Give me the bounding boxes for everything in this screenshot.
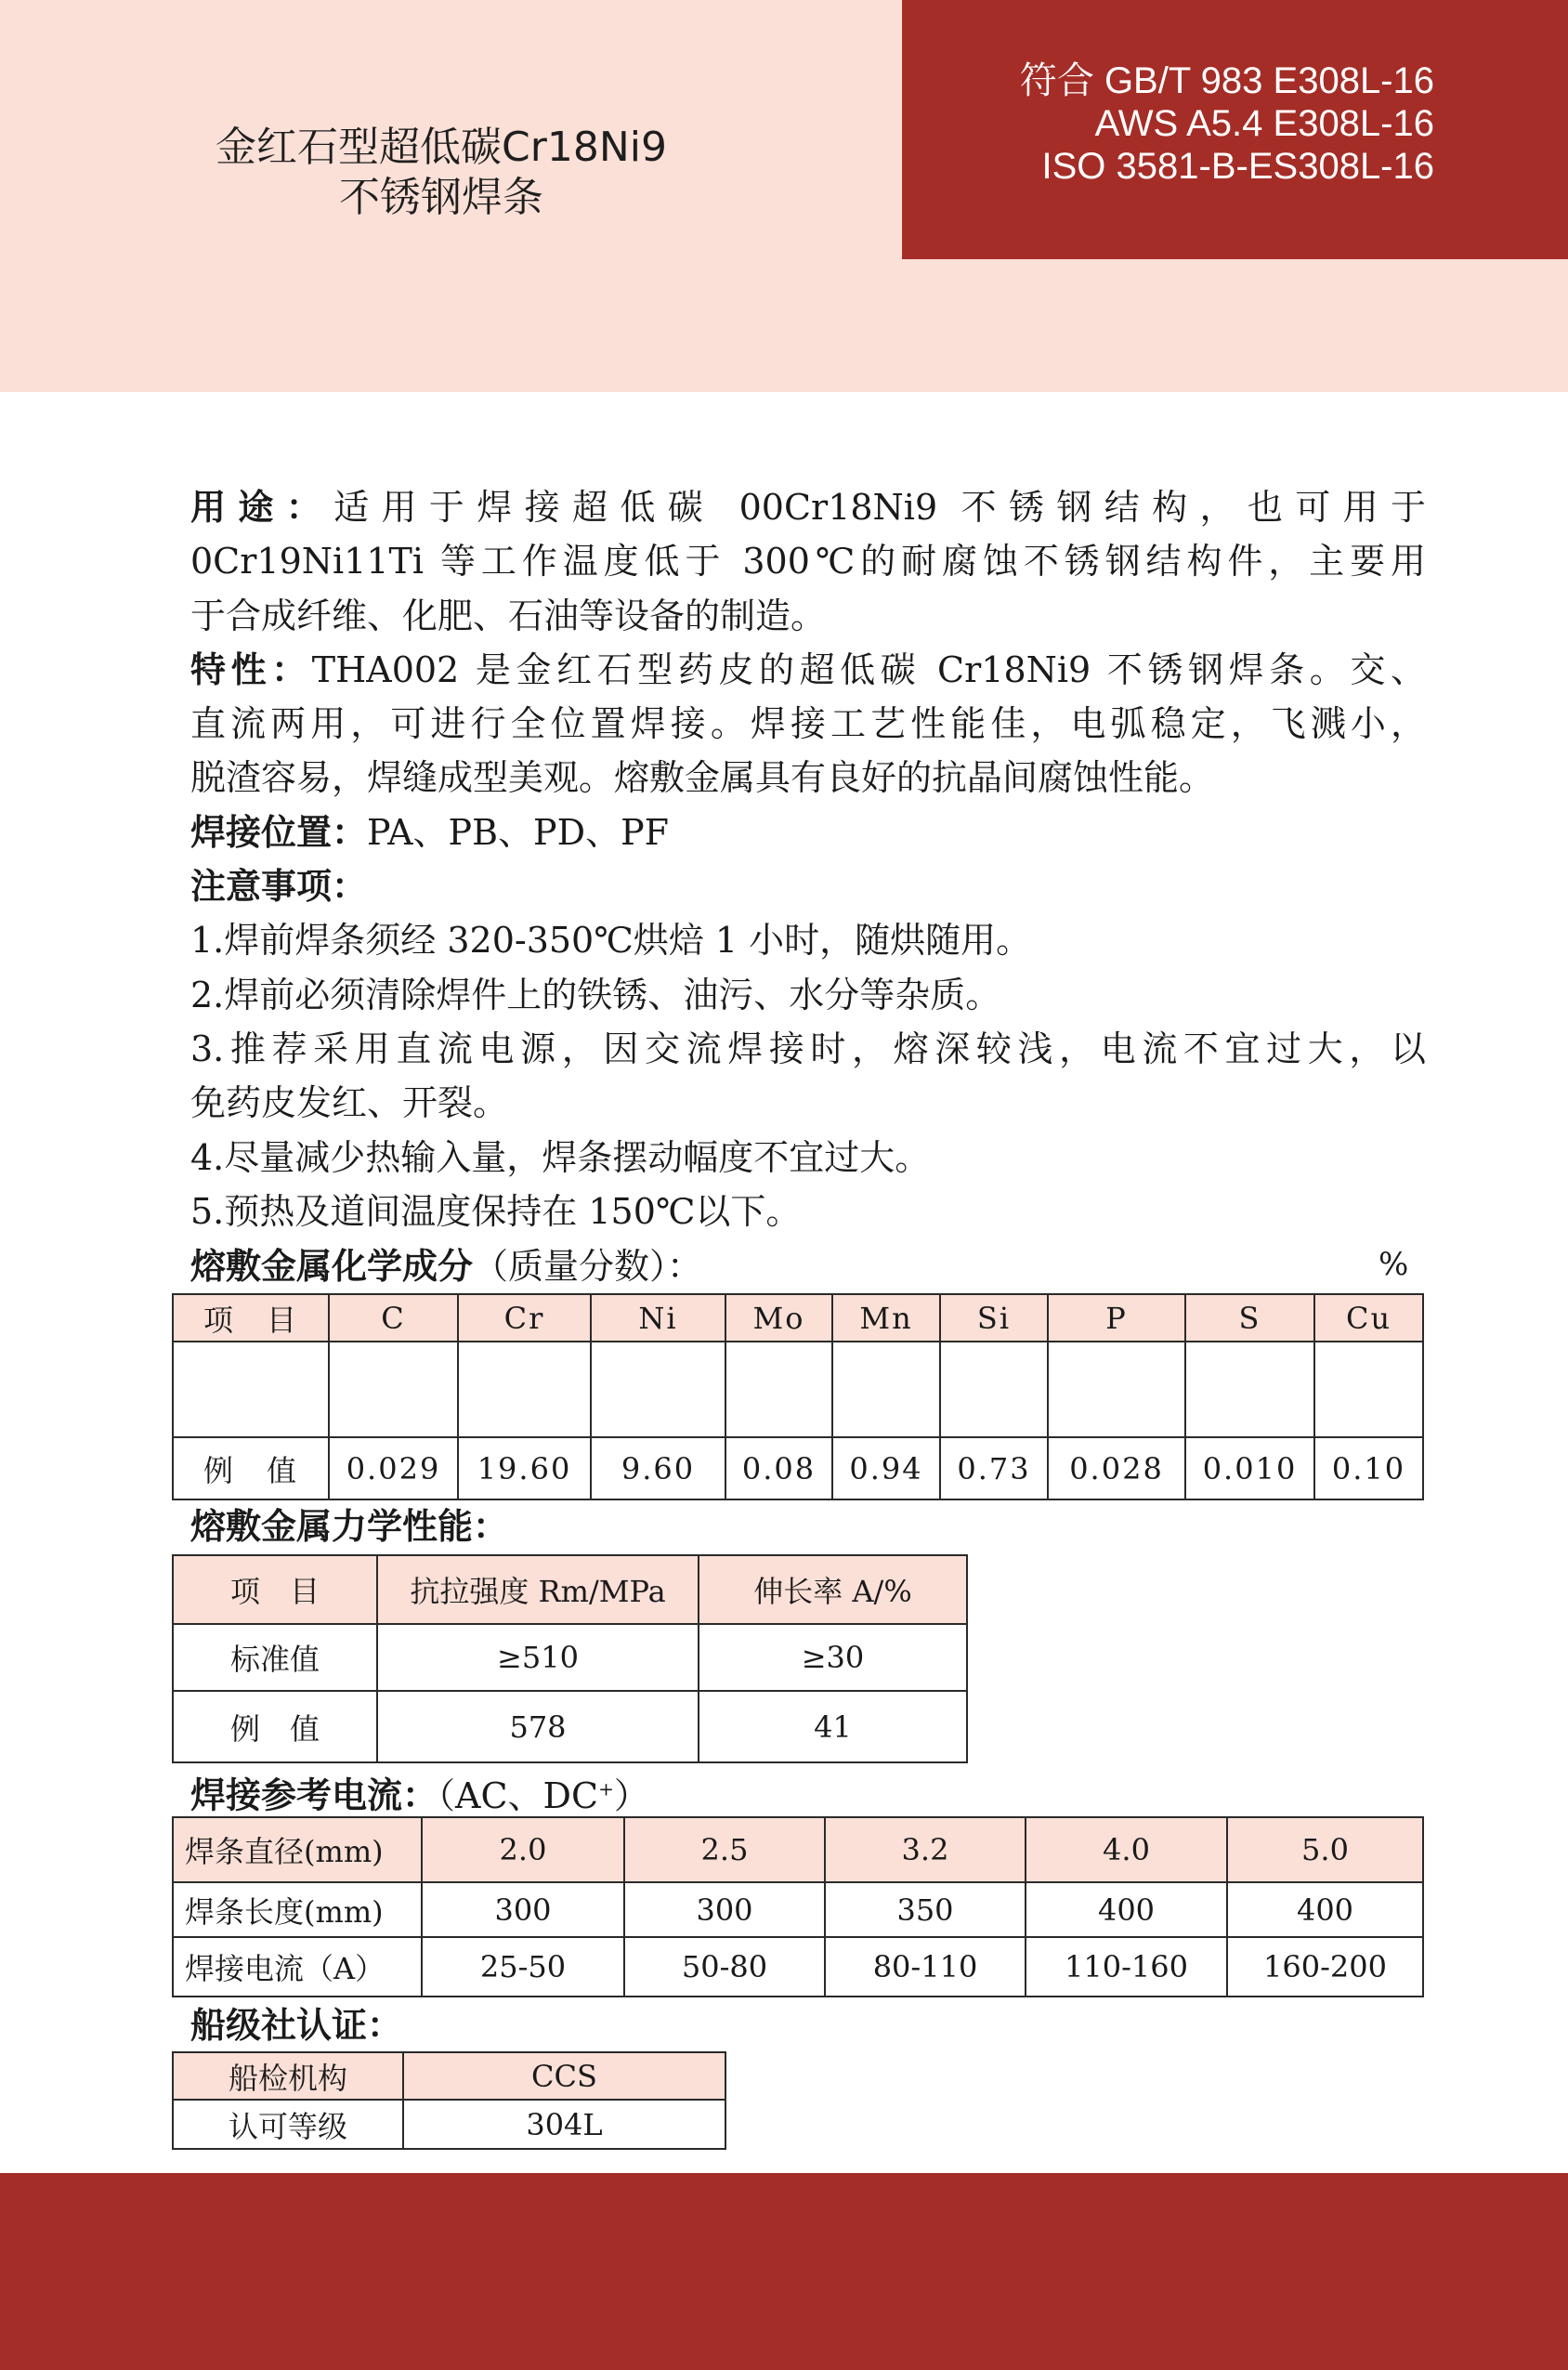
feature-line-2: 直流两用，可进行全位置焊接。焊接工艺性能佳，电弧稳定，飞溅小， — [190, 703, 1426, 745]
current-header-row — [173, 1817, 1423, 1882]
position-label: 焊接位置： — [190, 811, 368, 853]
chemistry-example-row — [173, 1437, 1423, 1499]
cur-length-3: 350 — [825, 1882, 1026, 1937]
note-2: 2.焊前必须清除焊件上的铁锈、油污、水分等杂质。 — [190, 974, 1001, 1015]
note-1: 1.焊前焊条须经 320-350℃烘焙 1 小时，随烘随用。 — [190, 920, 1032, 962]
standard-gb: 符合 GB/T 983 E308L-16 — [1019, 60, 1434, 101]
chem-standard-cu — [1314, 1342, 1423, 1437]
current-title-paren-text: （AC、DC — [438, 1774, 599, 1816]
mech-standard-tensile: ≥510 — [377, 1624, 699, 1691]
chem-example-p: 0.028 — [1048, 1437, 1185, 1499]
position-line — [190, 805, 1426, 859]
cell-line: 0.04 — [1077, 1392, 1156, 1434]
cell-line: 0.03 — [1209, 1392, 1290, 1434]
mech-example-label: 例 值 — [173, 1691, 377, 1762]
current-title-text: 焊接参考电流： — [190, 1774, 438, 1816]
cell-line: ≤ — [983, 1345, 1005, 1387]
cell-line: 9.0- — [622, 1345, 694, 1387]
usage-line-1 — [190, 480, 1426, 534]
cur-length-2: 300 — [624, 1882, 825, 1937]
cur-amps-label: 焊接电流（A） — [173, 1937, 422, 1997]
mech-standard-label: 标准值 — [173, 1624, 377, 1691]
chem-standard-c — [329, 1342, 458, 1437]
mechanical-table — [172, 1554, 968, 1763]
mech-example-tensile: 578 — [377, 1691, 699, 1762]
product-title-line-2: 不锈钢焊条 — [339, 174, 543, 221]
notes-label: 注意事项： — [190, 866, 368, 908]
footer-band — [0, 2173, 1568, 2370]
chem-example-mo: 0.08 — [725, 1437, 832, 1499]
usage-line-3: 于合成纤维、化肥、石油等设备的制造。 — [190, 595, 827, 636]
mechanical-title: 熔敷金属力学性能： — [190, 1506, 509, 1547]
chem-header-p: P — [1048, 1294, 1185, 1342]
current-title-paren-close: ） — [613, 1774, 649, 1816]
chemistry-standard-row — [173, 1342, 1423, 1437]
chem-header-c: C — [329, 1294, 458, 1342]
cell-line: 1.00 — [954, 1392, 1034, 1434]
cur-amps-2: 50-80 — [624, 1937, 825, 1997]
cur-length-label: 焊条长度(mm) — [173, 1882, 422, 1937]
feature-text: THA002 是金红石型药皮的超低碳 Cr18Ni9 不锈钢焊条。交、 — [311, 648, 1426, 690]
mech-standard-elongation: ≥30 — [699, 1624, 967, 1691]
chem-example-mn: 0.94 — [832, 1437, 940, 1499]
current-length-row — [173, 1882, 1423, 1937]
current-title — [190, 1761, 649, 1823]
chem-standard-s — [1185, 1342, 1314, 1437]
position-value: PA、PB、PD、PF — [367, 811, 670, 853]
chemistry-title-text: 熔敷金属化学成分 — [190, 1246, 474, 1287]
chem-example-si: 0.73 — [940, 1437, 1048, 1499]
chem-standard-mn — [832, 1342, 940, 1437]
current-table — [172, 1816, 1424, 1997]
ship-grade-label: 认可等级 — [173, 2100, 403, 2149]
cur-length-4: 400 — [1026, 1882, 1227, 1937]
cell-line: 0.75 — [738, 1392, 819, 1434]
chem-example-cu: 0.10 — [1314, 1437, 1423, 1499]
note-4: 4.尽量减少热输入量，焊条摆动幅度不宜过大。 — [190, 1136, 931, 1178]
ship-title: 船级社认证： — [190, 2005, 403, 2046]
cur-header-diameter: 焊条直径(mm) — [173, 1817, 422, 1882]
cell-line: ≤ — [767, 1345, 791, 1387]
description — [190, 480, 1426, 1238]
current-amps-row — [173, 1937, 1423, 1997]
chem-header-cr: Cr — [458, 1294, 591, 1342]
mechanical-standard-row — [173, 1624, 967, 1691]
cur-header-d5: 5.0 — [1227, 1817, 1423, 1882]
dc-plus-sup: + — [598, 1777, 614, 1800]
cell-line: ≤ — [1105, 1345, 1128, 1387]
chem-standard-si — [940, 1342, 1048, 1437]
chem-example-cr: 19.60 — [458, 1437, 591, 1499]
chem-header-mo: Mo — [725, 1294, 832, 1342]
cur-length-1: 300 — [422, 1882, 624, 1937]
ship-society-row — [173, 2052, 725, 2100]
chem-standard-cr — [458, 1342, 591, 1437]
cell-line: ≤ — [1357, 1345, 1380, 1387]
cur-header-d1: 2.0 — [422, 1817, 624, 1882]
ship-grade-value: 304L — [403, 2100, 725, 2149]
feature-line-3: 脱渣容易，焊缝成型美观。熔敷金属具有良好的抗晶间腐蚀性能。 — [190, 757, 1215, 799]
cell-line: ≤ — [1238, 1345, 1261, 1387]
chem-header-si: Si — [940, 1294, 1048, 1342]
cell-line: 2.5 — [857, 1392, 915, 1434]
cell-line: 0.75 — [1328, 1392, 1409, 1434]
usage-line-2: 0Cr19Ni11Ti 等工作温度低于 300℃的耐腐蚀不锈钢结构件，主要用 — [190, 541, 1426, 583]
standard-aws: AWS A5.4 E308L-16 — [1094, 103, 1434, 144]
cur-header-d4: 4.0 — [1026, 1817, 1227, 1882]
chem-standard-p — [1048, 1342, 1185, 1437]
mechanical-example-row — [173, 1691, 967, 1762]
standard-iso: ISO 3581-B-ES308L-16 — [1041, 146, 1434, 187]
chem-example-label: 例 值 — [173, 1437, 329, 1499]
chem-standard-mo — [725, 1342, 832, 1437]
product-title-line-1: 金红石型超低碳Cr18Ni9 — [216, 124, 667, 171]
cell-line: ≤ — [382, 1345, 405, 1387]
note-3-cont: 免药皮发红、开裂。 — [190, 1082, 509, 1124]
chem-example-s: 0.010 — [1185, 1437, 1314, 1499]
chem-header-item: 项 目 — [173, 1294, 329, 1342]
cell-line: 12.0 — [618, 1392, 699, 1434]
chemistry-header-row — [173, 1294, 1423, 1342]
ship-society-value: CCS — [403, 2052, 725, 2100]
chem-header-s: S — [1185, 1294, 1314, 1342]
cell-line: 18.0- — [477, 1345, 572, 1387]
cell-line: 0.04 — [353, 1392, 434, 1434]
ship-society-label: 船检机构 — [173, 2052, 403, 2100]
cur-length-5: 400 — [1227, 1882, 1423, 1937]
standards-list — [1020, 59, 1434, 188]
chem-header-mn: Mn — [832, 1294, 940, 1342]
chem-example-c: 0.029 — [329, 1437, 458, 1499]
cur-header-d3: 3.2 — [825, 1817, 1026, 1882]
chem-header-cu: Cu — [1314, 1294, 1423, 1342]
cur-amps-4: 110-160 — [1026, 1937, 1227, 1997]
cur-amps-3: 80-110 — [825, 1937, 1026, 1997]
feature-line-1 — [190, 643, 1426, 697]
feature-label: 特性： — [190, 648, 312, 690]
ship-table — [172, 2051, 726, 2150]
mech-header-item: 项 目 — [173, 1555, 377, 1624]
mech-header-elongation: 伸长率 A/% — [699, 1555, 967, 1624]
cell-line: 21.0 — [484, 1392, 565, 1434]
note-3: 3.推荐采用直流电源，因交流焊接时，熔深较浅，电流不宜过大，以 — [190, 1028, 1426, 1069]
chem-standard-ni — [591, 1342, 725, 1437]
chemistry-title-paren: （质量分数）： — [473, 1246, 703, 1287]
usage-text: 适用于焊接超低碳 00Cr18Ni9 不锈钢结构，也可用于 — [333, 487, 1426, 528]
ship-grade-row — [173, 2100, 725, 2149]
chemistry-title — [190, 1239, 702, 1293]
unit-percent: % — [1379, 1246, 1409, 1283]
chem-example-ni: 9.60 — [591, 1437, 725, 1499]
chem-header-ni: Ni — [591, 1294, 725, 1342]
chemistry-table — [172, 1293, 1424, 1500]
current-title-paren — [438, 1775, 649, 1816]
note-5: 5.预热及道间温度保持在 150℃以下。 — [190, 1190, 802, 1232]
usage-label: 用途： — [190, 487, 334, 528]
cell-line: 0.5- — [850, 1345, 922, 1387]
product-title — [176, 123, 706, 223]
cur-amps-5: 160-200 — [1227, 1937, 1423, 1997]
cur-header-d2: 2.5 — [624, 1817, 825, 1882]
chem-standard-label: 标准值 — [173, 1342, 329, 1437]
cur-amps-1: 25-50 — [422, 1937, 624, 1997]
mechanical-header-row — [173, 1555, 967, 1624]
mech-header-tensile: 抗拉强度 Rm/MPa — [377, 1555, 699, 1624]
mech-example-elongation: 41 — [699, 1691, 967, 1762]
